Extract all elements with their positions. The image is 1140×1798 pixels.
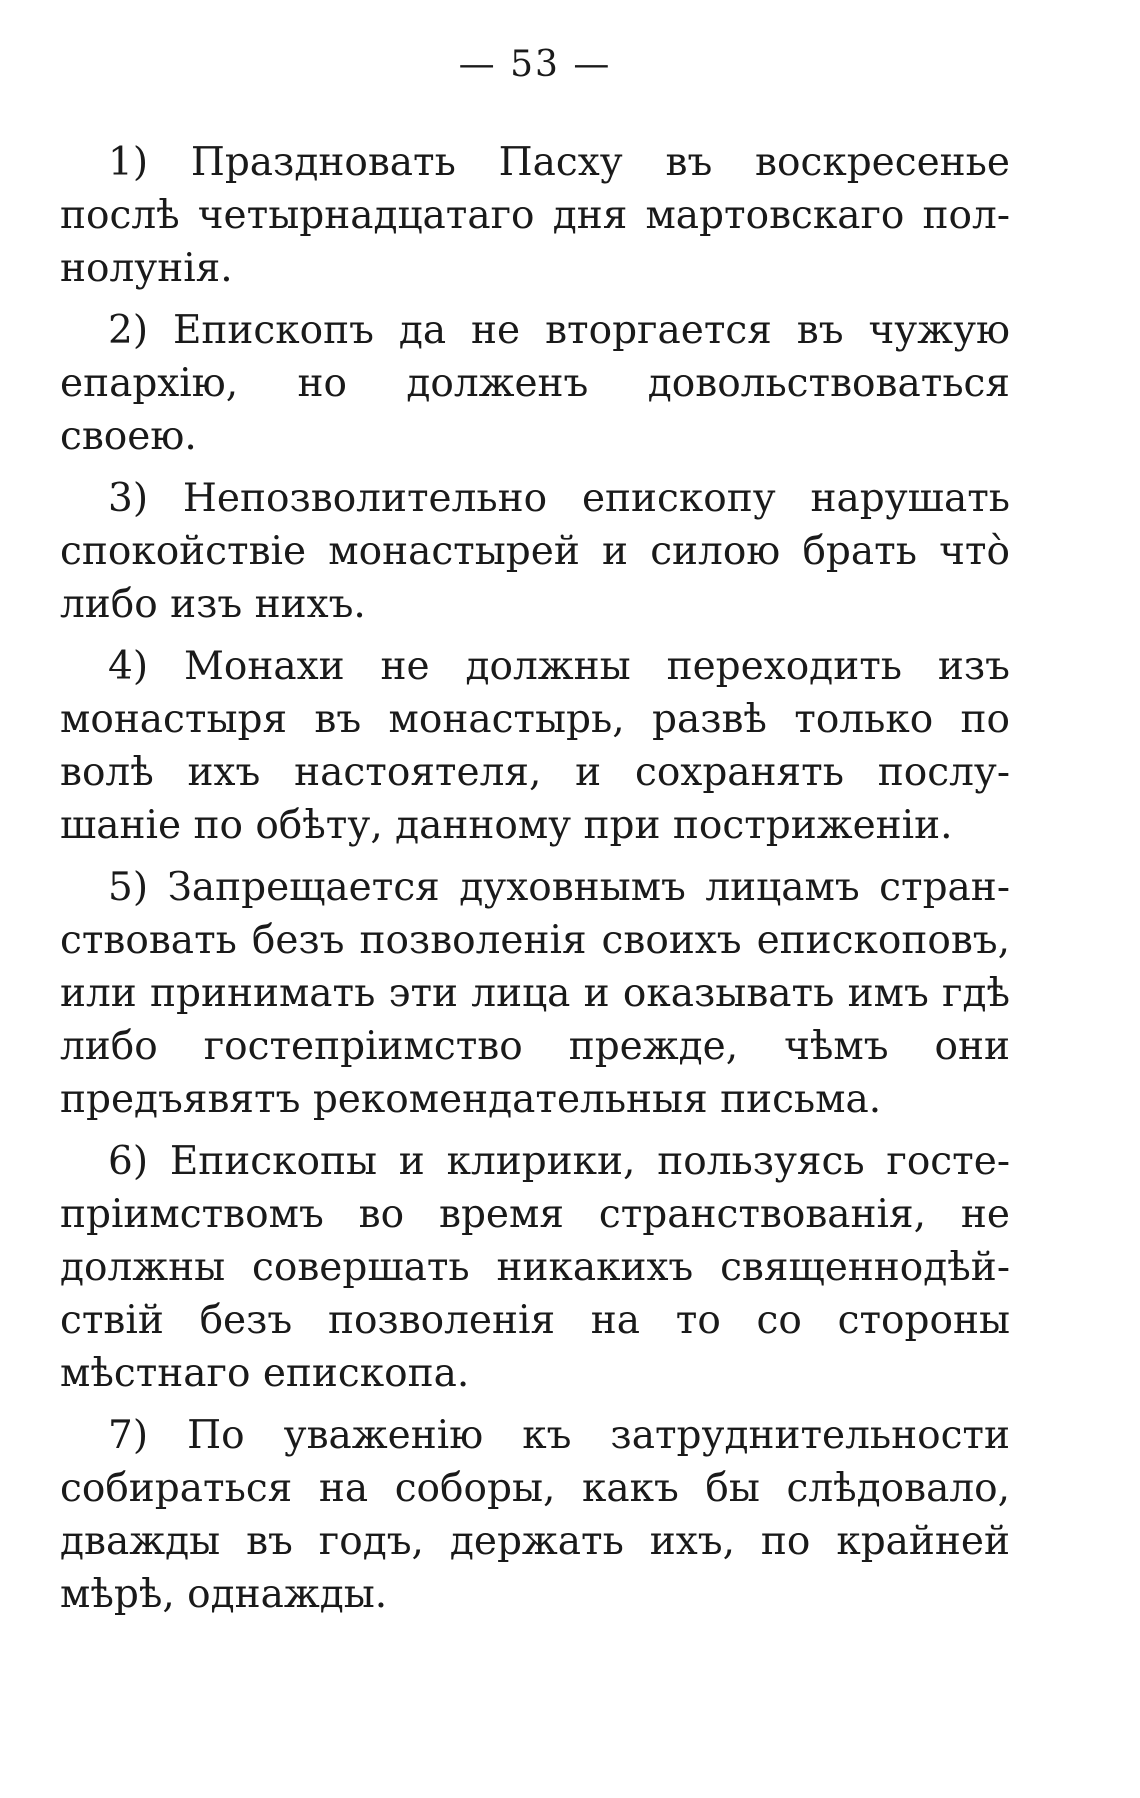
canon-item-7: 7) По уваженію къ затруднительности собираться на соборы, какъ бы слѣдовало, дважды въ годъ, держать ихъ, по крайней мѣрѣ, однажды. — [60, 1413, 1010, 1617]
page-number: — 53 — — [458, 44, 612, 85]
canon-item-5: 5) Запрещается духовнымъ лицамъ странствовать безъ позволенія своихъ епископовъ, или принимать эти лица и оказывать имъ гдѣ либо гостепріимство прежде, чѣмъ они предъявятъ рекомендательныя письма. — [60, 865, 1010, 1122]
canon-item-4: 4) Монахи не должны переходить изъ монастыря въ монастырь, развѣ только по волѣ ихъ настоятеля, и сохранять послушаніе по обѣту, данному при постриженіи. — [60, 644, 1010, 848]
canon-item-2: 2) Епископъ да не вторгается въ чужую епархію, но долженъ довольствоваться своею. — [60, 308, 1010, 459]
canon-item-6: 6) Епископы и клирики, пользуясь гостепріимствомъ во время странствованія, не должны совершать никакихъ священнодѣйствій безъ позволенія на то со стороны мѣстнаго епископа. — [60, 1139, 1010, 1396]
canon-item-3: 3) Непозволительно епископу нарушать спокойствіе монастырей и силою брать что̀ либо изъ нихъ. — [60, 476, 1010, 627]
canon-item-1: 1) Праздновать Пасху въ воскресенье послѣ четырнадцатаго дня мартовскаго полнолунія. — [60, 140, 1010, 291]
canon-list — [60, 136, 1010, 1630]
